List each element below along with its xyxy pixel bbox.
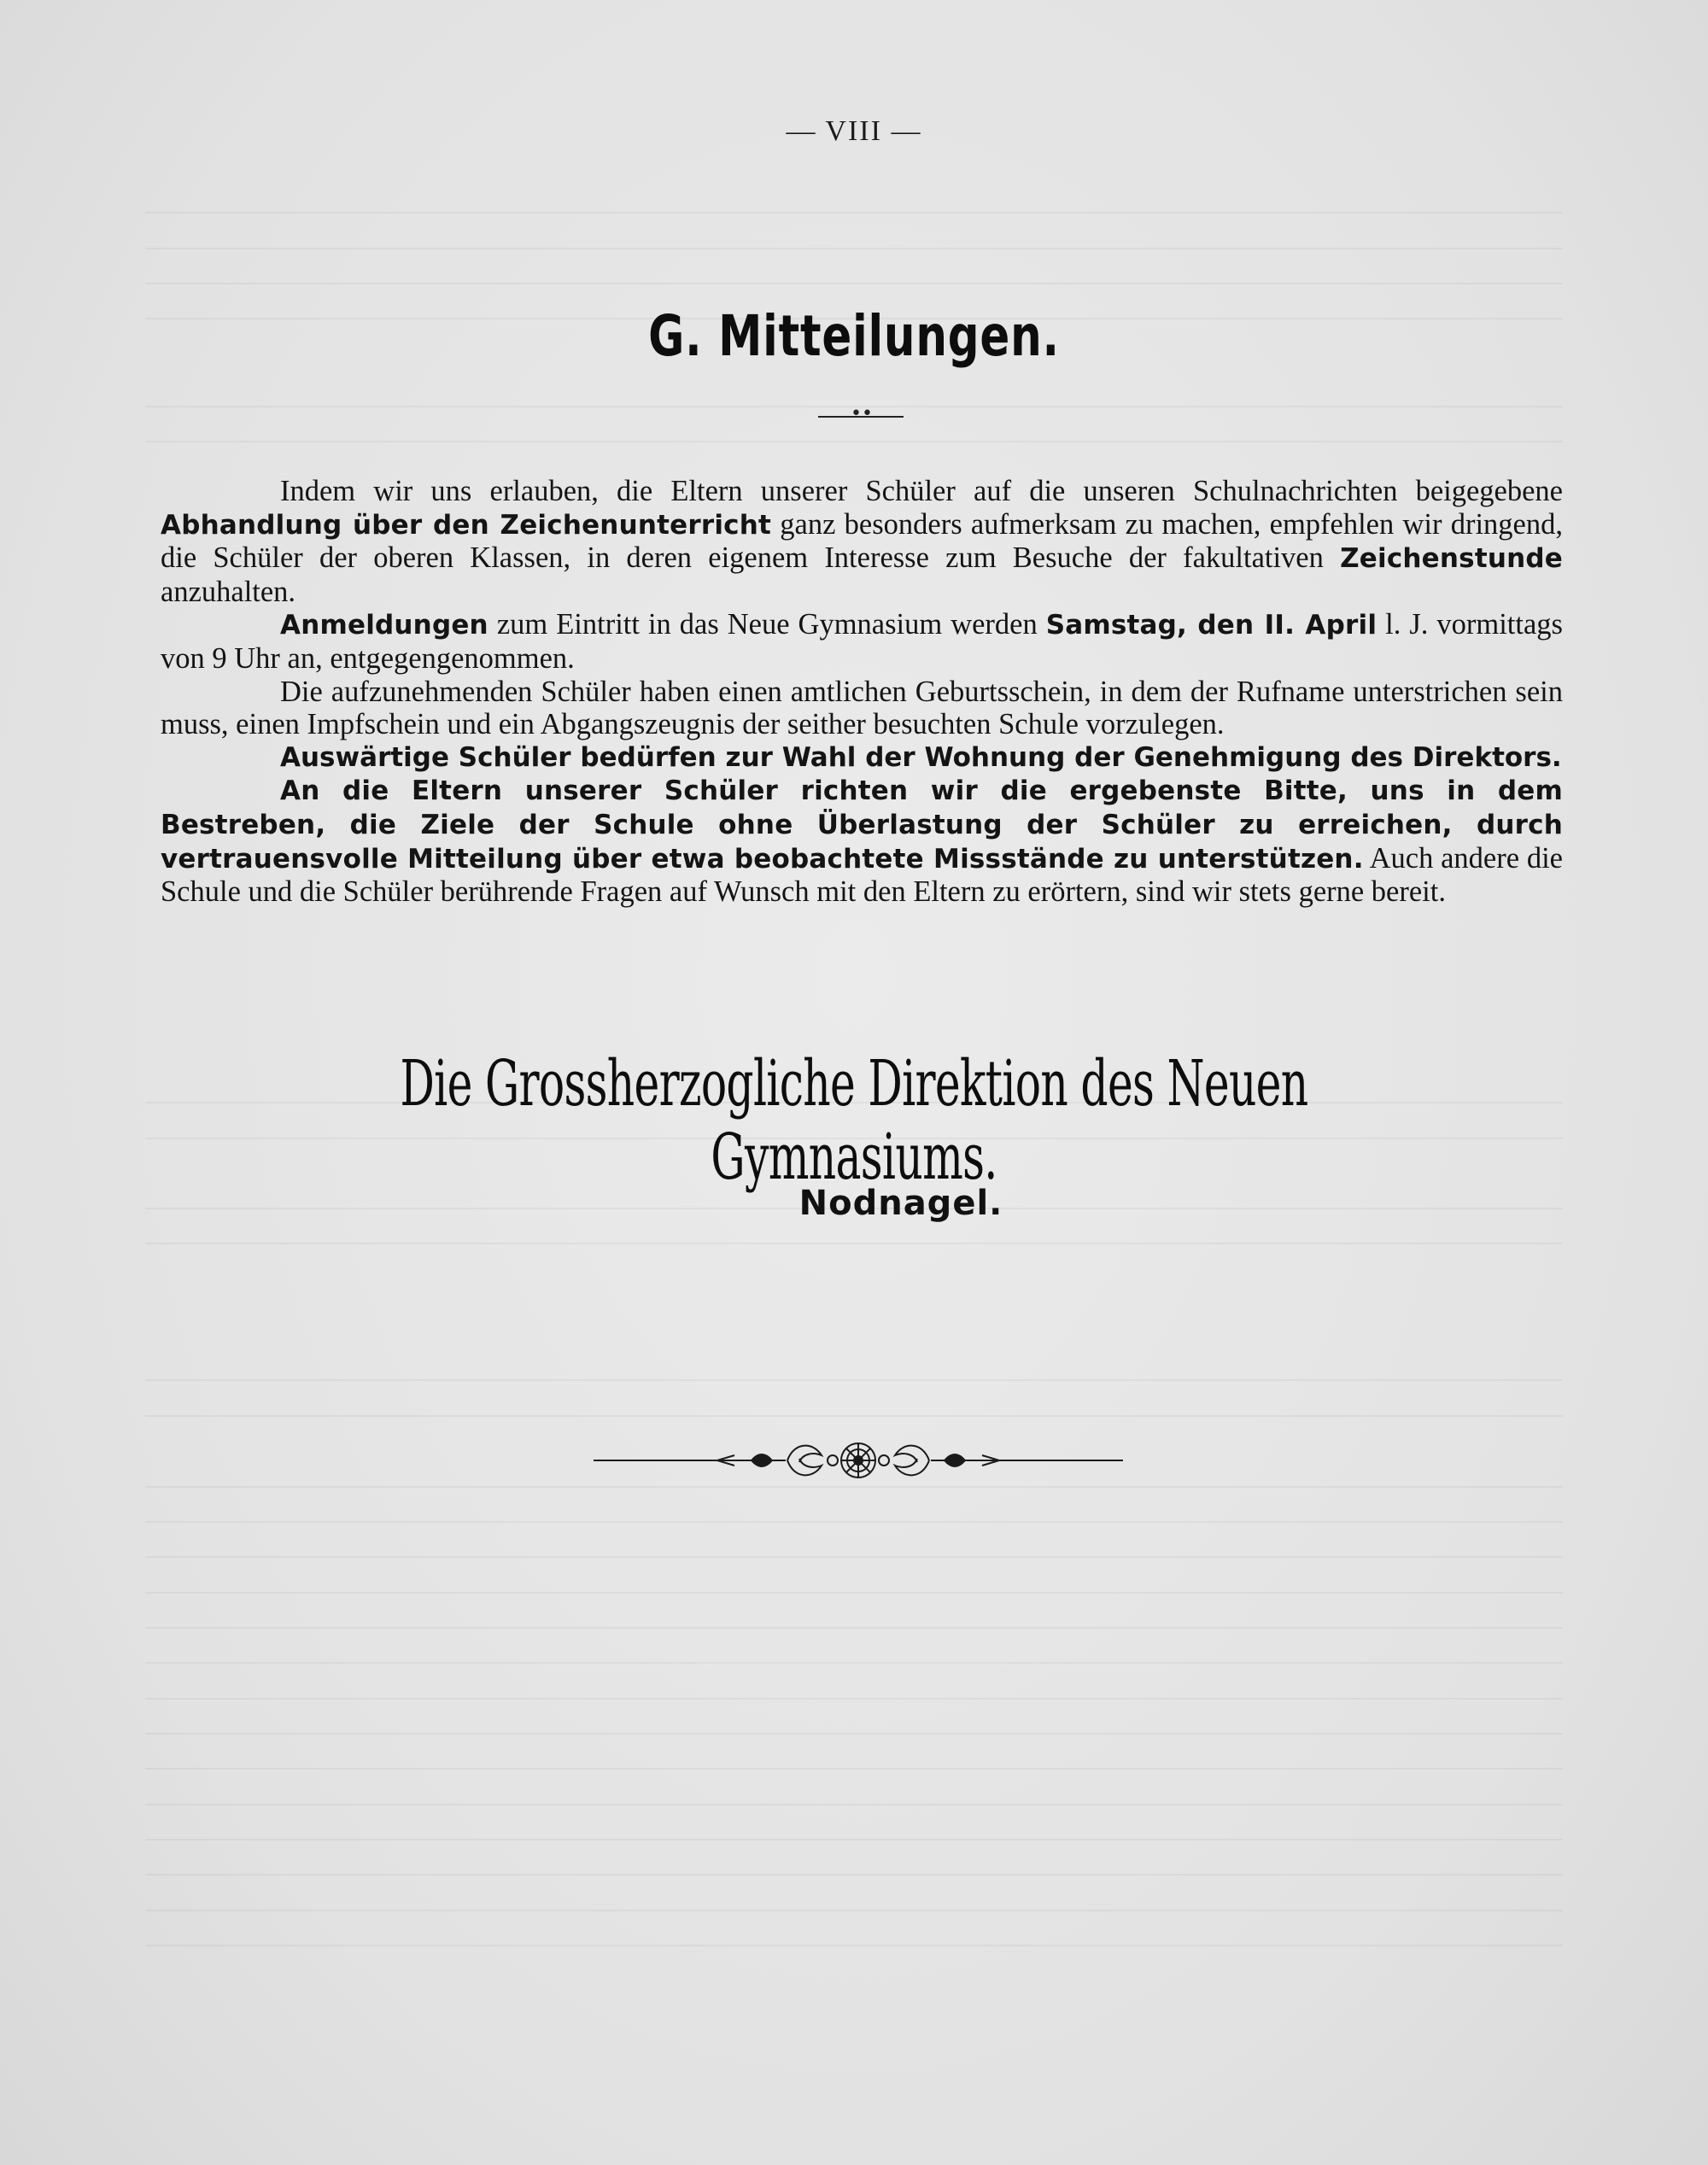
heading-dots: •• (851, 403, 873, 424)
paragraph-text: anzuhalten. (161, 575, 296, 608)
page-number: — VIII — (786, 115, 922, 147)
emphasis-registration-date: Samstag, den II. April (1045, 610, 1378, 641)
bleed-through-line (145, 1556, 1563, 1558)
bleed-through-line (145, 283, 1563, 284)
bleed-through-line (145, 1804, 1563, 1805)
paragraph-text: Indem wir uns erlauben, die Eltern unserer Schüler auf die unseren Schulnachrichten beigegebene (280, 475, 1563, 507)
ornament-divider (589, 1435, 1127, 1486)
bleed-through-line (145, 1521, 1563, 1523)
paragraph-external-students: Auswärtige Schüler bedürfen zur Wahl der Wohnung der Genehmigung des Direktors. (280, 741, 1562, 773)
bleed-through-line (145, 1415, 1563, 1417)
bleed-through-line (145, 1733, 1563, 1735)
bleed-through-line (145, 1945, 1563, 1946)
bleed-through-line (145, 1486, 1563, 1488)
bleed-through-line (145, 1379, 1563, 1381)
bleed-through-line (145, 1592, 1563, 1594)
signature-line: Die Grossherzogliche Direktion des Neuen Gymnasiums. (400, 1047, 1308, 1194)
emphasis-drawing-lesson: Zeichenstunde (1340, 543, 1563, 575)
paragraph-text: zum Eintritt in das Neue Gymnasium werden (488, 608, 1046, 641)
bleed-through-line (145, 1768, 1563, 1770)
bleed-through-line (145, 441, 1563, 442)
paragraph-documents: Die aufzunehmenden Schüler haben einen amtlichen Geburtsschein, in dem der Rufname unterstrichen sein muss, einen Impfschein und ein Abgangszeugnis der seither besuchten Schule vorzulegen. (161, 675, 1563, 741)
bleed-through-line (145, 1662, 1563, 1664)
signatory-name: Nodnagel. (798, 1184, 1003, 1223)
bleed-through-line (145, 1698, 1563, 1700)
paragraph-text: Auch andere die Schule und die Schüler berührende Fragen auf Wunsch mit den Eltern zu erörtern, sind wir stets gerne bereit. (161, 841, 1563, 909)
emphasis-registration: Anmeldungen (280, 610, 488, 641)
paragraph-text: l. J. vormittags von 9 Uhr an, entgegengenommen. (161, 608, 1563, 675)
bleed-through-line (145, 1839, 1563, 1840)
paragraph-drawing-lessons (161, 475, 1563, 608)
bleed-through-line (145, 1874, 1563, 1875)
paragraph-text: ganz besonders aufmerksam zu machen, empfehlen wir dringend, die Schüler der oberen Klassen, in deren eigenem Interesse zum Besuche der fakultativen (161, 507, 1563, 575)
paragraph-registration (161, 608, 1563, 675)
bleed-through-line (145, 1627, 1563, 1629)
section-heading: G. Mitteilungen. (648, 303, 1060, 369)
bleed-through-line (145, 248, 1563, 249)
bleed-through-line (145, 1910, 1563, 1911)
body-text (161, 475, 1563, 909)
bleed-through-line (145, 1243, 1563, 1244)
bleed-through-line (145, 212, 1563, 214)
emphasis-parents-request: An die Eltern unserer Schüler richten wir die ergebenste Bitte, uns in dem Bestreben, die Ziele der Schule ohne Überlastung der Schüler zu erreichen, durch vertrauensvolle Mitteilung über etwa beobachtete Missstände zu unterstützen. (161, 775, 1563, 875)
emphasis-drawing-treatise: Abhandlung über den Zeichenunterricht (161, 509, 772, 541)
paragraph-parents-request (161, 774, 1563, 908)
